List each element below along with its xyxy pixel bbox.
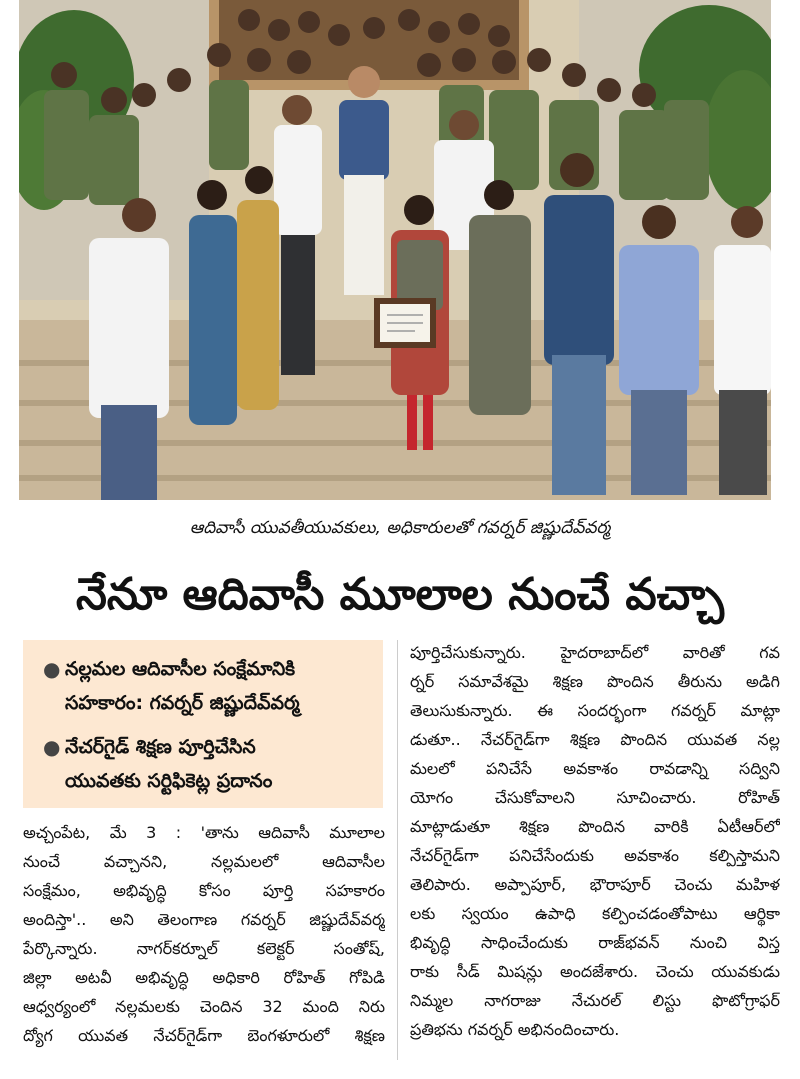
bullet-icon: ● — [43, 735, 61, 759]
article-line: పూర్తిచేసుకున్నారు. హైదరాబాద్‌లో వారితో గవ — [410, 643, 780, 662]
highlight-text: నేచర్‌గైడ్ శిక్షణ పూర్తిచేసిన యువతకు సర్టిఫికెట్ల ప్రదానం — [65, 736, 273, 792]
highlight-item — [43, 730, 369, 798]
article-line: తెలుసుకున్నారు. ఈ సందర్భంగా గవర్నర్ మాట్లా — [410, 701, 780, 720]
article-line: అచ్చంపేట, మే 3 : 'తాను ఆదివాసీ మూలాల — [23, 823, 385, 842]
column-divider — [397, 640, 398, 1060]
article-line: అందిస్తా'.. అని తెలంగాణ గవర్నర్ జిష్ణుదేవ్‌వర్మ — [23, 910, 385, 929]
article-line: భివృద్ధి సాధించేందుకు రాజ్‌భవన్ నుంచి విస్త — [410, 933, 780, 952]
article-line: నుంచే వచ్చానని, నల్లమలలో ఆదివాసీల — [23, 852, 385, 871]
highlight-item — [43, 652, 369, 720]
photo-caption: ఆదివాసీ యువతీయువకులు, అధికారులతో గవర్నర్ జిష్ణుదేవ్‌వర్మ — [189, 518, 611, 538]
article-line: మాట్లాడుతూ శిక్షణ పొందిన వారికి ఏటీఆర్‌లో — [410, 817, 780, 836]
article-line: లకు స్వయం ఉపాధి కల్పించడంతోపాటు ఆర్థికా — [410, 904, 780, 923]
article-line: నేచర్‌గైడ్‌గా పనిచేసేందుకు అవకాశం కల్పిస్తామని — [410, 846, 780, 865]
highlight-text: నల్లమల ఆదివాసీల సంక్షేమానికి సహకారం: గవర్నర్ జిష్ణుదేవ్‌వర్మ — [65, 658, 300, 714]
article-line: మలలో పనిచేసే అవకాశం రావడాన్ని సద్విని — [410, 759, 780, 778]
bullet-icon: ● — [43, 657, 61, 681]
article-line: పేర్కొన్నారు. నాగర్‌కర్నూల్ కలెక్టర్ సంతోష్, — [23, 939, 385, 958]
article-line: యోగం చేసుకోవాలని సూచించారు. రోహిత్ — [410, 788, 780, 807]
framed-certificate-icon — [374, 298, 436, 348]
highlights-box — [23, 640, 383, 808]
article-line: సంక్షేమం, అభివృద్ధి కోసం పూర్తి సహకారం — [23, 881, 385, 900]
article-line: తెలిపారు. అప్పాపూర్, భౌరాపూర్ చెంచు మహిళ — [410, 875, 780, 894]
article-line: ప్రతిభను గవర్నర్ అభినందించారు. — [410, 1020, 620, 1039]
headline: నేనూ ఆదివాసీ మూలాల నుంచే వచ్చా — [76, 569, 724, 620]
article-column-right — [410, 638, 780, 1073]
article-line: డుతూ.. నేచర్‌గైడ్‌గా శిక్షణ పొందిన యువత నల్ల — [410, 730, 780, 749]
article-line: నిమ్మల నాగరాజు నేచురల్ లిస్టు ఫొటోగ్రాఫర్ — [410, 991, 780, 1010]
group-photo-illustration — [19, 0, 771, 500]
article-line: ర్నర్ సమావేశమై శిక్షణ పొందిన తీరును అడిగి — [410, 672, 780, 691]
article-column-left — [23, 818, 385, 1073]
article-line: ద్యోగ యువత నేచర్‌గైడ్‌గా బెంగళూరులో శిక్షణ — [23, 1026, 385, 1045]
article-line: ఆధ్వర్యంలో నల్లమలకు చెందిన 32 మంది నిరు — [23, 997, 385, 1016]
news-photo — [19, 0, 771, 500]
article-line: రాకు సీడ్ మిషన్లు అందజేశారు. చెంచు యువకుడు — [410, 962, 780, 981]
article-line: జిల్లా అటవీ అభివృద్ధి అధికారి రోహిత్ గోపిడి — [23, 968, 385, 987]
